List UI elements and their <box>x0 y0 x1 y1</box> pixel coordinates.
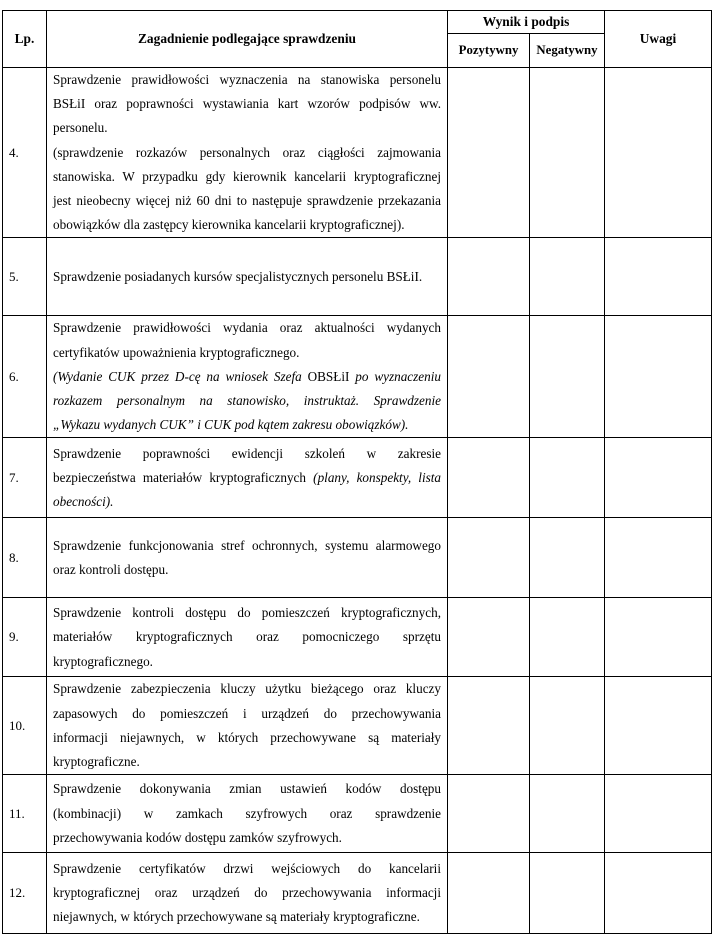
negative-cell[interactable] <box>530 775 605 853</box>
text-line: kryptograficzne. <box>53 754 140 770</box>
row-number: 9. <box>3 598 47 677</box>
row-number: 11. <box>3 775 47 853</box>
row-topic <box>47 238 448 316</box>
text-line: (kombinacji) w zamkach szyfrowych oraz sprawdzenie <box>53 805 441 821</box>
text-line: obowiązków dla zastępcy kierownika kancelarii kryptograficznej). <box>53 217 405 233</box>
italic-text: (Wydanie CUK przez D-cę na wniosek Szefa <box>53 368 302 384</box>
text-line: oraz kontroli dostępu. <box>53 561 169 577</box>
text-line: kryptograficznej oraz urządzeń do przechowywania informacji <box>53 885 441 901</box>
notes-cell[interactable] <box>605 853 712 934</box>
row-topic <box>47 853 448 934</box>
negative-cell[interactable] <box>530 598 605 677</box>
table-row <box>3 598 712 677</box>
text-line <box>53 466 441 490</box>
text-line: kryptograficznego. <box>53 653 153 669</box>
row-number: 4. <box>3 68 47 238</box>
negative-cell[interactable] <box>530 677 605 775</box>
text-line: Sprawdzenie prawidłowości wydania oraz aktualności wydanych <box>53 320 441 336</box>
header-negative: Negatywny <box>530 34 605 68</box>
row-number: 10. <box>3 677 47 775</box>
italic-text: po wyznaczeniu <box>355 368 441 384</box>
table-row <box>3 68 712 238</box>
notes-cell[interactable] <box>605 438 712 518</box>
header-positive: Pozytywny <box>448 34 530 68</box>
negative-cell[interactable] <box>530 238 605 316</box>
header-result: Wynik i podpis <box>448 11 605 34</box>
text-line: Sprawdzenie posiadanych kursów specjalistycznych personelu BSŁiI. <box>53 268 423 284</box>
notes-cell[interactable] <box>605 238 712 316</box>
text-line: informacji niejawnych, w których przechowywane są materiały <box>53 729 441 745</box>
negative-cell[interactable] <box>530 316 605 438</box>
positive-cell[interactable] <box>448 677 530 775</box>
negative-cell[interactable] <box>530 68 605 238</box>
row-number: 12. <box>3 853 47 934</box>
text-line: Sprawdzenie poprawności ewidencji szkoleń w zakresie <box>53 445 441 461</box>
text-line: niejawnych, w których przechowywane są materiały kryptograficzne. <box>53 909 420 925</box>
text-line: jest nieobecny więcej niż 60 dni to następuje sprawdzenie przekazania <box>53 193 441 209</box>
row-topic <box>47 518 448 598</box>
negative-cell[interactable] <box>530 518 605 598</box>
notes-cell[interactable] <box>605 68 712 238</box>
text-line: przechowywania kodów dostępu zamków szyfrowych. <box>53 829 342 845</box>
notes-cell[interactable] <box>605 677 712 775</box>
row-topic <box>47 775 448 853</box>
notes-cell[interactable] <box>605 316 712 438</box>
plain-text: bezpieczeństwa materiałów kryptograficznych <box>53 469 307 485</box>
plain-text: OBSŁiI <box>307 368 350 384</box>
table-row <box>3 238 712 316</box>
positive-cell[interactable] <box>448 598 530 677</box>
positive-cell[interactable] <box>448 775 530 853</box>
notes-cell[interactable] <box>605 518 712 598</box>
text-line: „Wykazu wydanych CUK” i CUK pod kątem zakresu obowiązków). <box>53 417 409 433</box>
text-line <box>53 365 441 389</box>
row-number: 5. <box>3 238 47 316</box>
negative-cell[interactable] <box>530 853 605 934</box>
positive-cell[interactable] <box>448 68 530 238</box>
positive-cell[interactable] <box>448 853 530 934</box>
text-line: Sprawdzenie dokonywania zmian ustawień kodów dostępu <box>53 781 441 797</box>
row-topic <box>47 677 448 775</box>
italic-text: (plany, konspekty, lista <box>313 469 441 485</box>
text-line: Sprawdzenie kontroli dostępu do pomieszczeń kryptograficznych, <box>53 605 441 621</box>
positive-cell[interactable] <box>448 316 530 438</box>
header-topic: Zagadnienie podlegające sprawdzeniu <box>47 11 448 68</box>
text-line: certyfikatów upoważnienia kryptograficznego. <box>53 344 300 360</box>
table-row <box>3 775 712 853</box>
table-row <box>3 438 712 518</box>
row-topic <box>47 68 448 238</box>
table-row <box>3 518 712 598</box>
positive-cell[interactable] <box>448 518 530 598</box>
table-row <box>3 853 712 934</box>
text-line: zapasowych do pomieszczeń i urządzeń do przechowywania <box>53 705 441 721</box>
text-line: Sprawdzenie zabezpieczenia kluczy użytku bieżącego oraz kluczy <box>53 681 441 697</box>
text-line: materiałów kryptograficznych oraz pomocniczego sprzętu <box>53 629 441 645</box>
negative-cell[interactable] <box>530 438 605 518</box>
checklist-table <box>2 10 712 934</box>
row-topic <box>47 598 448 677</box>
text-line: personelu. <box>53 120 108 136</box>
table-row <box>3 316 712 438</box>
notes-cell[interactable] <box>605 598 712 677</box>
text-line: (sprawdzenie rozkazów personalnych oraz ciągłości zajmowania <box>53 144 441 160</box>
text-line: rozkazem personalnym na stanowisko, instruktaż. Sprawdzenie <box>53 393 441 409</box>
row-topic <box>47 438 448 518</box>
table-row <box>3 677 712 775</box>
text-line: Sprawdzenie funkcjonowania stref ochronnych, systemu alarmowego <box>53 537 441 553</box>
row-topic <box>47 316 448 438</box>
text-line: stanowiska. W przypadku gdy kierownik kancelarii kryptograficznej <box>53 168 441 184</box>
header-row <box>3 11 712 34</box>
text-line: Sprawdzenie certyfikatów drzwi wejściowych do kancelarii <box>53 860 441 876</box>
row-number: 6. <box>3 316 47 438</box>
notes-cell[interactable] <box>605 775 712 853</box>
text-line: BSŁiI oraz poprawności wystawiania kart wzorów podpisów ww. <box>53 96 441 112</box>
row-number: 8. <box>3 518 47 598</box>
row-number: 7. <box>3 438 47 518</box>
header-lp: Lp. <box>3 11 47 68</box>
text-line: obecności). <box>53 494 114 510</box>
header-notes: Uwagi <box>605 11 712 68</box>
positive-cell[interactable] <box>448 438 530 518</box>
positive-cell[interactable] <box>448 238 530 316</box>
text-line: Sprawdzenie prawidłowości wyznaczenia na stanowiska personelu <box>53 72 441 87</box>
